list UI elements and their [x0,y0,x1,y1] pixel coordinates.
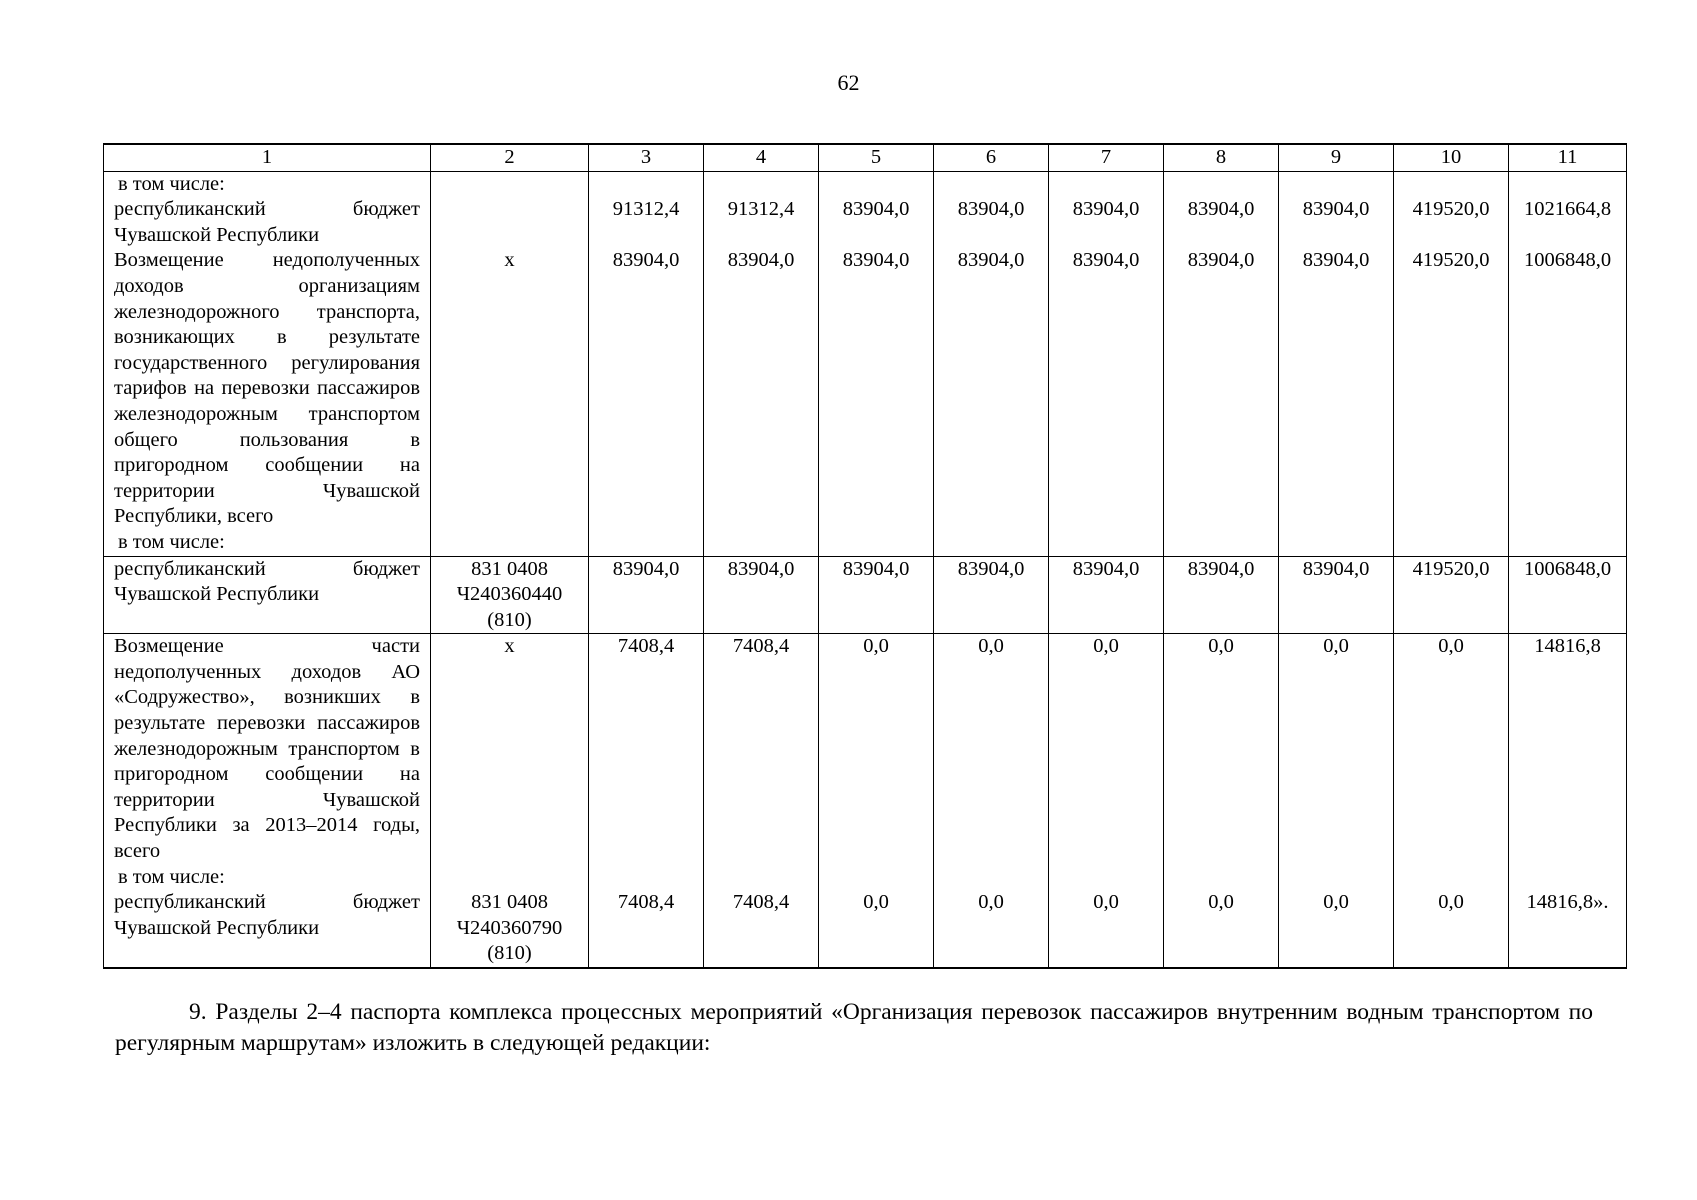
column-number-8: 8 [1164,144,1279,171]
table-row [104,634,1627,890]
value-cell-col-9 [1279,171,1394,197]
budget-code-cell: х [431,634,589,890]
value-cell-col-9: 83904,0 [1279,197,1394,248]
value-cell-col-3 [589,171,704,197]
value-cell-col-11: 14816,8». [1509,890,1627,968]
row-name: в том числе: [118,172,225,195]
row-name: республиканский бюджет Чувашской Республики [114,198,420,246]
value-cell-col-8: 0,0 [1164,634,1279,890]
table-row [104,171,1627,197]
value-cell-col-5: 0,0 [819,890,934,968]
row-name-cell [104,171,431,197]
row-name: Возмещение недополученных доходов организациям железнодорожного транспорта, возникающих в результате государственного регулирования тарифов на перевозки пассажиров железнодорожным транспортом общего пользования в пригородном сообщении на территории Чувашской Республики, всего [114,249,420,528]
value-cell-col-10: 419520,0 [1394,248,1509,556]
row-subline: в том числе: [118,865,225,888]
value-cell-col-7: 0,0 [1049,634,1164,890]
row-name-cell [104,197,431,248]
value-cell-col-11: 1021664,8 [1509,197,1627,248]
value-cell-col-11: 1006848,0 [1509,248,1627,556]
value-cell-col-3: 83904,0 [589,556,704,634]
row-subline: в том числе: [118,530,225,553]
value-cell-col-6: 83904,0 [934,248,1049,556]
row-name-cell [104,890,431,968]
value-cell-col-7 [1049,171,1164,197]
value-cell-col-8: 83904,0 [1164,197,1279,248]
table-row [104,556,1627,634]
value-cell-col-6: 0,0 [934,634,1049,890]
value-cell-col-7: 83904,0 [1049,197,1164,248]
row-name-cell [104,248,431,556]
column-number-7: 7 [1049,144,1164,171]
row-name: республиканский бюджет Чувашской Республики [114,557,420,606]
value-cell-col-6: 83904,0 [934,197,1049,248]
value-cell-col-8: 83904,0 [1164,248,1279,556]
value-cell-col-11: 1006848,0 [1509,556,1627,634]
column-number-5: 5 [819,144,934,171]
value-cell-col-9: 0,0 [1279,634,1394,890]
value-cell-col-8: 0,0 [1164,890,1279,968]
value-cell-col-6: 83904,0 [934,556,1049,634]
table-row [104,890,1627,968]
row-name-cell [104,634,431,890]
value-cell-col-9: 83904,0 [1279,248,1394,556]
value-cell-col-3: 83904,0 [589,248,704,556]
value-cell-col-7: 83904,0 [1049,556,1164,634]
value-cell-col-5: 0,0 [819,634,934,890]
value-cell-col-4: 83904,0 [704,556,819,634]
value-cell-col-4 [704,171,819,197]
table-header-row [104,144,1627,171]
value-cell-col-8 [1164,171,1279,197]
column-number-9: 9 [1279,144,1394,171]
value-cell-col-8: 83904,0 [1164,556,1279,634]
value-cell-col-10 [1394,171,1509,197]
value-cell-col-4: 83904,0 [704,248,819,556]
value-cell-col-5: 83904,0 [819,556,934,634]
column-number-6: 6 [934,144,1049,171]
value-cell-col-3: 91312,4 [589,197,704,248]
value-cell-col-6: 0,0 [934,890,1049,968]
value-cell-col-7: 83904,0 [1049,248,1164,556]
column-number-10: 10 [1394,144,1509,171]
value-cell-col-10: 0,0 [1394,634,1509,890]
row-name: Возмещение части недополученных доходов АО «Содружество», возникших в результате перевозки пассажиров железнодорожным транспортом в пригородном сообщении на территории Чувашской Республики за 2013–2014 годы, всего [114,635,420,863]
budget-table [103,143,1627,969]
value-cell-col-4: 7408,4 [704,890,819,968]
budget-code-cell: х [431,248,589,556]
page-number: 62 [837,70,860,95]
value-cell-col-5: 83904,0 [819,197,934,248]
body-paragraph: 9. Разделы 2–4 паспорта комплекса процессных мероприятий «Организация перевозок пассажиров внутренним водным транспортом по регулярным маршрутам» изложить в следующей редакции: [115,999,1593,1056]
value-cell-col-7: 0,0 [1049,890,1164,968]
budget-code-cell [431,171,589,197]
value-cell-col-10: 419520,0 [1394,197,1509,248]
budget-code-cell: 831 0408 Ч240360440 (810) [431,556,589,634]
table-row [104,248,1627,556]
value-cell-col-6 [934,171,1049,197]
row-name-cell [104,556,431,634]
value-cell-col-5: 83904,0 [819,248,934,556]
value-cell-col-11: 14816,8 [1509,634,1627,890]
value-cell-col-10: 0,0 [1394,890,1509,968]
value-cell-col-9: 0,0 [1279,890,1394,968]
value-cell-col-3: 7408,4 [589,890,704,968]
table-row [104,197,1627,248]
column-number-2: 2 [431,144,589,171]
value-cell-col-4: 91312,4 [704,197,819,248]
value-cell-col-9: 83904,0 [1279,556,1394,634]
value-cell-col-4: 7408,4 [704,634,819,890]
budget-table-body [104,144,1627,968]
column-number-11: 11 [1509,144,1627,171]
column-number-4: 4 [704,144,819,171]
column-number-3: 3 [589,144,704,171]
value-cell-col-3: 7408,4 [589,634,704,890]
budget-code-cell [431,197,589,248]
row-name: республиканский бюджет Чувашской Республики [114,891,420,939]
column-number-1: 1 [104,144,431,171]
value-cell-col-5 [819,171,934,197]
budget-code-cell: 831 0408 Ч240360790 (810) [431,890,589,968]
value-cell-col-10: 419520,0 [1394,556,1509,634]
value-cell-col-11 [1509,171,1627,197]
